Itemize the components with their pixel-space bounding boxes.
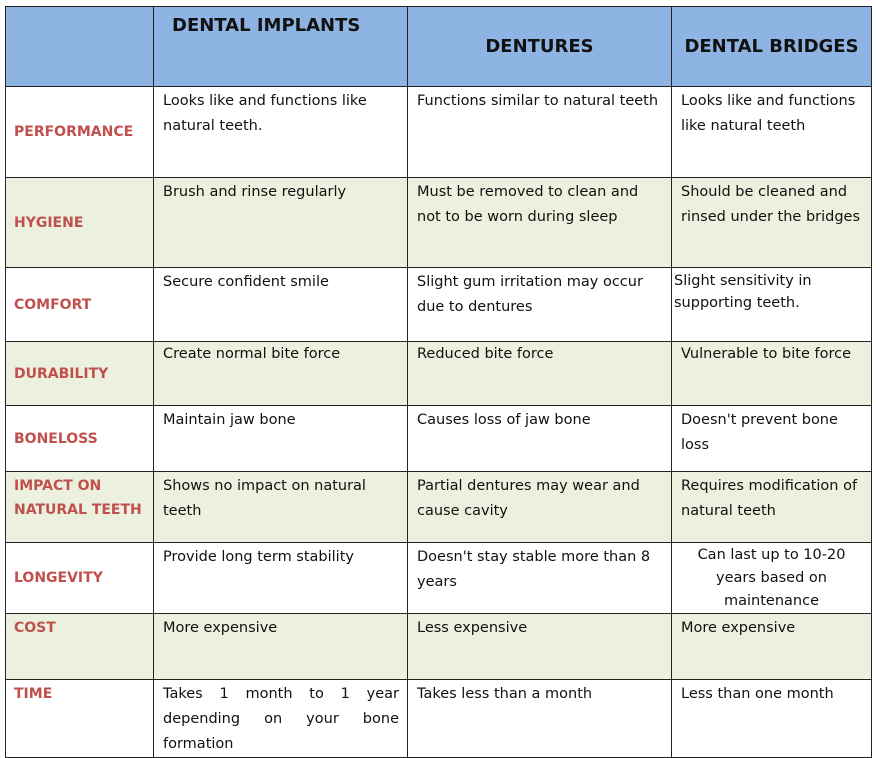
table-row xyxy=(6,342,872,406)
cell-dentures: Doesn't stay stable more than 8 years xyxy=(408,543,672,614)
cell-dentures: Reduced bite force xyxy=(408,342,672,406)
comparison-table-wrapper xyxy=(5,6,872,758)
cell-bridges: Slight sensitivity in supporting teeth. xyxy=(672,268,872,342)
row-label-durability: DURABILITY xyxy=(6,342,154,406)
table-row xyxy=(6,472,872,543)
cell-bridges: Doesn't prevent bone loss xyxy=(672,406,872,472)
table-row xyxy=(6,680,872,758)
cell-implants: Takes 1 month to 1 year depending on your bone formation xyxy=(154,680,408,758)
cell-dentures: Takes less than a month xyxy=(408,680,672,758)
cell-bridges: Less than one month xyxy=(672,680,872,758)
cell-dentures: Less expensive xyxy=(408,614,672,680)
cell-dentures: Partial dentures may wear and cause cavity xyxy=(408,472,672,543)
cell-dentures: Slight gum irritation may occur due to dentures xyxy=(408,268,672,342)
header-corner xyxy=(6,7,154,87)
cell-implants: Provide long term stability xyxy=(154,543,408,614)
cell-dentures: Must be removed to clean and not to be worn during sleep xyxy=(408,178,672,268)
cell-bridges: Can last up to 10-20 years based on maintenance xyxy=(672,543,872,614)
row-label-time: TIME xyxy=(6,680,154,758)
cell-implants: Maintain jaw bone xyxy=(154,406,408,472)
table-row xyxy=(6,543,872,614)
cell-implants: Secure confident smile xyxy=(154,268,408,342)
row-label-performance: PERFORMANCE xyxy=(6,87,154,178)
cell-bridges: More expensive xyxy=(672,614,872,680)
header-dental-bridges: DENTAL BRIDGES xyxy=(672,7,872,87)
cell-bridges: Should be cleaned and rinsed under the bridges xyxy=(672,178,872,268)
dental-comparison-table xyxy=(5,6,872,758)
cell-implants: More expensive xyxy=(154,614,408,680)
table-row xyxy=(6,406,872,472)
cell-implants: Create normal bite force xyxy=(154,342,408,406)
table-row xyxy=(6,178,872,268)
table-row xyxy=(6,268,872,342)
header-dental-implants: DENTAL IMPLANTS xyxy=(154,7,408,87)
row-label-hygiene: HYGIENE xyxy=(6,178,154,268)
table-row xyxy=(6,614,872,680)
cell-implants: Looks like and functions like natural teeth. xyxy=(154,87,408,178)
row-label-longevity: LONGEVITY xyxy=(6,543,154,614)
row-label-cost: COST xyxy=(6,614,154,680)
header-dentures: DENTURES xyxy=(408,7,672,87)
table-header-row xyxy=(6,7,872,87)
cell-bridges: Requires modification of natural teeth xyxy=(672,472,872,543)
cell-implants: Shows no impact on natural teeth xyxy=(154,472,408,543)
cell-bridges: Looks like and functions like natural teeth xyxy=(672,87,872,178)
cell-bridges: Vulnerable to bite force xyxy=(672,342,872,406)
row-label-comfort: COMFORT xyxy=(6,268,154,342)
cell-implants: Brush and rinse regularly xyxy=(154,178,408,268)
row-label-impact-on-natural-teeth: IMPACT ON NATURAL TEETH xyxy=(6,472,154,543)
cell-dentures: Functions similar to natural teeth xyxy=(408,87,672,178)
row-label-boneloss: BONELOSS xyxy=(6,406,154,472)
cell-dentures: Causes loss of jaw bone xyxy=(408,406,672,472)
table-row xyxy=(6,87,872,178)
